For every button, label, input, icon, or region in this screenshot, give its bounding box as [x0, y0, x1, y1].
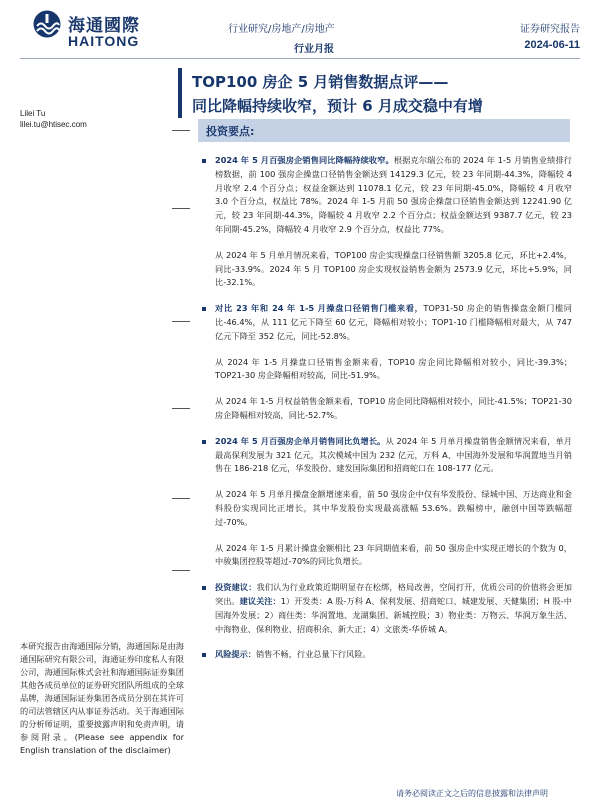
square-bullet-icon	[202, 653, 206, 657]
paragraph-threshold	[198, 302, 572, 343]
report-category: 行业研究/房地产/房地产	[228, 24, 335, 35]
paragraph-heading: 2024 年 5 月百强房企单月销售同比负增长。	[215, 435, 386, 446]
report-title	[192, 70, 483, 118]
paragraph-heading: 投资建议：	[215, 582, 257, 593]
paragraph-equity-sales	[198, 395, 572, 423]
paragraph-text: 从 2024 年 5 月单月情况来看，TOP100 房企实现操盘口径销售额 3205.8 亿元，环比+2.4%，同比-33.9%。2024 年 5 月 TOP100 房企实现权益销售金额为 2573.9 亿元，环比+5.9%，同比-32.1%。	[215, 249, 572, 288]
report-date: 2024-06-11	[524, 39, 580, 51]
report-type: 行业月报	[294, 44, 334, 55]
paragraph-growth-rate	[198, 488, 572, 529]
paragraph-sales-summary	[198, 154, 572, 237]
paragraph-text: 从 2024 年 5 月单月操盘金额增速来看，前 50 强房企中仅有华发股份、绿城中国、万达商业和金科股份实现同比正增长，其中华发股份实现最高涨幅 53.6%。跌幅榜中，融创中国等跌幅超过-70%。	[215, 489, 572, 527]
paragraph-investment-advice	[198, 581, 572, 636]
report-body	[198, 154, 572, 674]
paragraph-text: 从 2024 年 1-5 月权益销售金额来看，TOP10 房企同比降幅相对较小，同比-41.5%；TOP21-30 房企降幅相对较高，同比-52.7%。	[215, 396, 572, 420]
key-points-label: 投资要点:	[206, 125, 255, 138]
paragraph-text: 从 2024 年 1-5 月操盘口径销售金额来看，TOP10 房企同比降幅相对较小，同比-39.3%；TOP21-30 房企降幅相对较高，同比-51.9%。	[215, 356, 572, 381]
company-logo	[32, 7, 152, 53]
title-line-2: 同比降幅持续收窄，预计 6 月成交稳中有增	[192, 97, 483, 115]
paragraph-cumulative	[198, 542, 572, 570]
author-email[interactable]: lilei.tu@htisec.com	[20, 120, 87, 129]
paragraph-text: 1）开发类：A 股-万科 A、保利发展、招商蛇口、城建发展、天健集团；H 股-中国海外发展；2）商住类：华润置地、龙湖集团、新城控股；3）物业类：万物云、华润万象生活、中海物业、保利物业、招商积余、新大正；4）文旅类-华侨城 A。	[215, 595, 572, 634]
disclaimer-note: 本研究报告由海通国际分销，海通国际是由海通国际研究有限公司，海通证券印度私人有限公司，海通国际株式会社和海通国际证券集团其他各成员单位的证券研究团队所组成的全球品牌，海通国际证券集团各成员分别在其许可的司法管辖区内从事证券活动。关于海通国际的分析师证明，重要披露声明和免责声明，请参阅附录。(Please see appendix for English translation of the disclaimer)	[20, 641, 184, 755]
title-accent-bar	[178, 68, 182, 118]
paragraph-risk	[198, 648, 572, 662]
square-bullet-icon	[202, 586, 206, 590]
paragraph-text: 我们认为行业政策近期明显存在松绑，格局改善，空间打开，优质公司的价值将会更加突出。	[215, 582, 572, 606]
paragraph-operating-sales	[198, 356, 572, 384]
header-divider	[20, 58, 580, 59]
square-bullet-icon	[202, 440, 206, 444]
square-bullet-icon	[202, 307, 206, 311]
paragraph-text: 从 2024 年 1-5 月累计操盘金额相比 23 年同期值来看，前 50 强房企中实现正增长的个数为 0，中骏集团控股等超过-70%的同比负增长。	[215, 542, 572, 567]
paragraph-monthly-growth	[198, 435, 572, 476]
paragraph-text: 根据克尔瑞公布的 2024 年 1-5 月销售业绩排行榜数据，前 100 强房企操盘口径销售金额达到 14129.3 亿元，较 23 年同期-44.3%，降幅较 4 月收窄 2.4 个百分点；权益金额达到 11078.1 亿元，较 23 年同期-45.0%，降幅较 4 月收窄 3.0 个百分点，权益比 78%。2024 年 1-5 月前 50 强房企操盘口径销售金额达到 12241.90 亿元，较 23 年同期-44.3%，降幅较 4 月收窄 2.2 个百分点；权益金额达到 9387.7 亿元，较 23 年同期-45.2%，降幅较 4 月收窄 2.9 个百分点，权益比 77%。	[215, 155, 572, 234]
report-label: 证券研究报告	[520, 24, 580, 35]
paragraph-heading: 对比 23 年和 24 年 1-5 月操盘口径销售门槛来看，	[215, 303, 424, 314]
paragraph-heading: 2024 年 5 月百强房企销售同比降幅持续收窄。	[215, 155, 394, 165]
footer-note: 请务必阅读正文之后的信息披露和法律声明	[396, 789, 548, 798]
margin-dash	[172, 408, 190, 409]
margin-dash	[172, 321, 190, 322]
paragraph-text: 从 2024 年 5 月单月操盘销售金额情况来看，单月最高保利发展为 321 亿元，其次模城中国为 232 亿元，万科 A、中国海外发展和华润置地当月销售在 186-218 亿元，华发股份、建发国际集团和招商蛇口在 108-177 亿元。	[215, 435, 572, 474]
logo-chinese-text: 海通國際	[68, 16, 140, 36]
paragraph-text: TOP31-50 房企的销售操盘金额门槛同比-46.4%，从 111 亿元下降至 60 亿元，降幅相对较小；TOP1-10 门槛降幅相对最大，从 747 亿元下降至 352 亿元，同比-52.8%。	[215, 303, 572, 341]
square-bullet-icon	[202, 159, 206, 163]
logo-english-text: HAITONG	[68, 33, 140, 49]
margin-dash	[172, 208, 190, 209]
author-name: Lilei Tu	[20, 109, 46, 118]
margin-dash	[172, 570, 190, 571]
margin-dash	[172, 130, 190, 131]
author-block	[20, 108, 87, 130]
title-line-1: TOP100 房企 5 月销售数据点评——	[192, 73, 449, 91]
paragraph-heading: 风险提示：	[215, 649, 256, 660]
margin-dash	[172, 498, 190, 499]
paragraph-monthly	[198, 249, 572, 290]
paragraph-text: 销售不畅，行业总量下行风险。	[255, 649, 371, 660]
paragraph-subheading: 建议关注：	[239, 595, 281, 606]
haitong-logo-icon	[32, 9, 62, 39]
